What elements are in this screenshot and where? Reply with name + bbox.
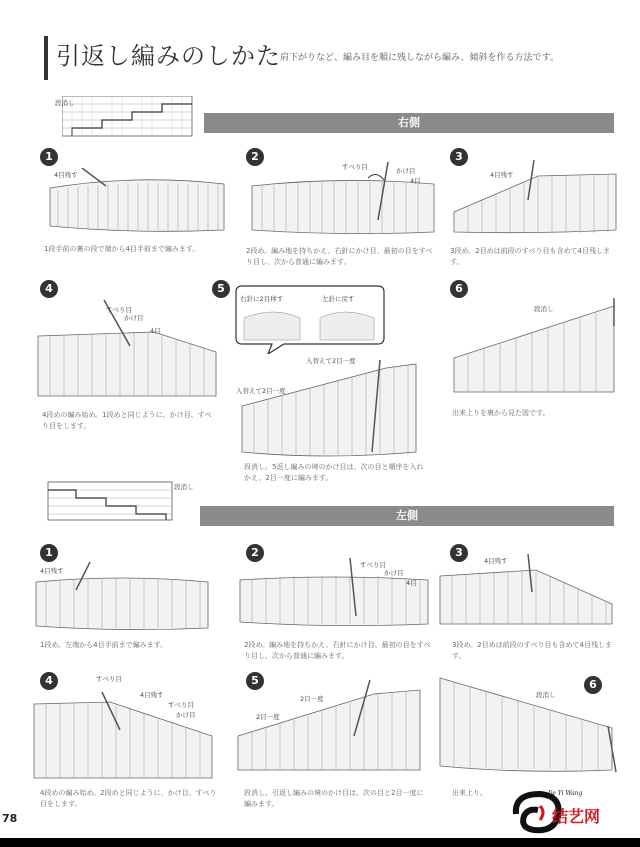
right-step-6-number: 6 bbox=[450, 280, 468, 298]
swatch-right-3 bbox=[448, 160, 620, 240]
right-5-label-3: 入替えて2目一度 bbox=[236, 387, 286, 395]
right-step-3-caption: 3段め。2目めは前段のすべり目も含めて4目残します。 bbox=[450, 247, 610, 266]
left-step-1-caption: 1段め。左端から4目手前まで編みます。 bbox=[40, 641, 168, 649]
right-5-label-0: 右針に2目移す bbox=[240, 295, 284, 303]
page-title: 引返し編みのしかた bbox=[56, 42, 281, 70]
section-band-left: 左側 bbox=[200, 506, 614, 526]
right-step-5-caption: 段消し。5返し編みの境のかけ目は、次の目と順序を入れかえ、2目一度に編みます。 bbox=[244, 463, 424, 482]
title-accent-bar bbox=[44, 36, 48, 80]
page-subtitle: 肩下がりなど、編み目を順に残しながら編み、傾斜を作る方法です。 bbox=[280, 53, 559, 63]
left-step-6-number: 6 bbox=[584, 676, 602, 694]
swatch-left-6 bbox=[436, 666, 620, 776]
left-4-label-0: すべり目 bbox=[96, 675, 122, 683]
left-chart-label: 段消し bbox=[174, 483, 194, 491]
left-step-6-caption: 出来上り。 bbox=[452, 789, 487, 797]
right-chart-label: 段消し bbox=[55, 99, 75, 107]
left-chart bbox=[46, 480, 176, 524]
left-step-4-number: 4 bbox=[40, 672, 58, 690]
right-step-1-caption: 1段手前の裏の段で端から4目手前まで編みます。 bbox=[44, 245, 200, 253]
left-step-2-number: 2 bbox=[246, 544, 264, 562]
right-5-label-2: 入替えて2目一度 bbox=[306, 357, 356, 365]
left-2-label-1: かけ目 bbox=[384, 569, 404, 577]
left-1-label-0: 4目残す bbox=[40, 567, 64, 575]
right-4-label-1: かけ目 bbox=[124, 314, 144, 322]
left-step-3-caption: 3段め。2目めは前段のすべり目も含めて4目残します。 bbox=[452, 641, 612, 660]
right-step-2-caption: 2段め。編み地を持ちかえ、右針にかけ目、最初の目をすべり目し、次から普通に編みます。 bbox=[246, 247, 433, 266]
left-6-label-0: 段消し bbox=[536, 691, 556, 699]
left-step-4-caption: 4段めの編み始め。2段めと同じように、かけ目、すべり目をします。 bbox=[40, 789, 217, 808]
swatch-right-5 bbox=[236, 356, 420, 462]
right-6-label-0: 段消し bbox=[534, 305, 554, 313]
left-step-2-caption: 2段め。編み地を持ちかえ、右針にかけ目、最初の目をすべり目し、次から普通に編みます。 bbox=[244, 641, 431, 660]
left-step-5-caption: 段消し。引返し編みの境のかけ目は、次の目と2目一度に編みます。 bbox=[244, 789, 424, 808]
left-4-label-3: かけ目 bbox=[176, 711, 196, 719]
right-4-label-2: 4目 bbox=[150, 327, 161, 335]
swatch-left-5 bbox=[234, 676, 424, 780]
left-step-3-number: 3 bbox=[450, 544, 468, 562]
left-step-1-number: 1 bbox=[40, 544, 58, 562]
logo-small-text: Jie Yi Wang bbox=[548, 790, 583, 797]
swatch-left-3 bbox=[436, 552, 616, 632]
left-3-label-0: 4目残す bbox=[484, 557, 508, 565]
right-1-label-0: 4目残す bbox=[54, 171, 78, 179]
right-step-6-caption: 出来上りを裏から見た図です。 bbox=[452, 409, 550, 417]
left-4-label-2: すべり目 bbox=[168, 701, 194, 709]
right-2-label-1: かけ目 bbox=[396, 167, 416, 175]
right-step-3-number: 3 bbox=[450, 148, 468, 166]
logo-text: 结艺网 bbox=[552, 807, 601, 826]
right-2-label-2: 4目 bbox=[410, 177, 421, 185]
page-number: 78 bbox=[2, 812, 18, 825]
right-3-label-0: 4目残す bbox=[490, 171, 514, 179]
bottom-border bbox=[0, 838, 640, 847]
section-band-right: 右側 bbox=[204, 113, 614, 133]
left-4-label-1: 4目残す bbox=[140, 691, 164, 699]
right-step-2-number: 2 bbox=[246, 148, 264, 166]
right-2-label-0: すべり目 bbox=[342, 163, 368, 171]
left-2-label-0: すべり目 bbox=[360, 561, 386, 569]
right-step-4-caption: 4段めの編み始め。1段めと同じように、かけ目、すべり目をします。 bbox=[42, 411, 212, 430]
right-chart bbox=[62, 96, 198, 140]
left-5-label-0: 2目一度 bbox=[300, 695, 324, 703]
right-4-label-0: すべり目 bbox=[106, 306, 132, 314]
right-5-label-1: 左針に戻す bbox=[322, 295, 355, 303]
right-step-4-number: 4 bbox=[40, 280, 58, 298]
right-step-1-number: 1 bbox=[40, 148, 58, 166]
left-5-label-1: 2目一度 bbox=[256, 713, 280, 721]
right-step-5-number: 5 bbox=[212, 280, 230, 298]
left-2-label-2: 4目 bbox=[406, 579, 417, 587]
left-step-5-number: 5 bbox=[246, 672, 264, 690]
